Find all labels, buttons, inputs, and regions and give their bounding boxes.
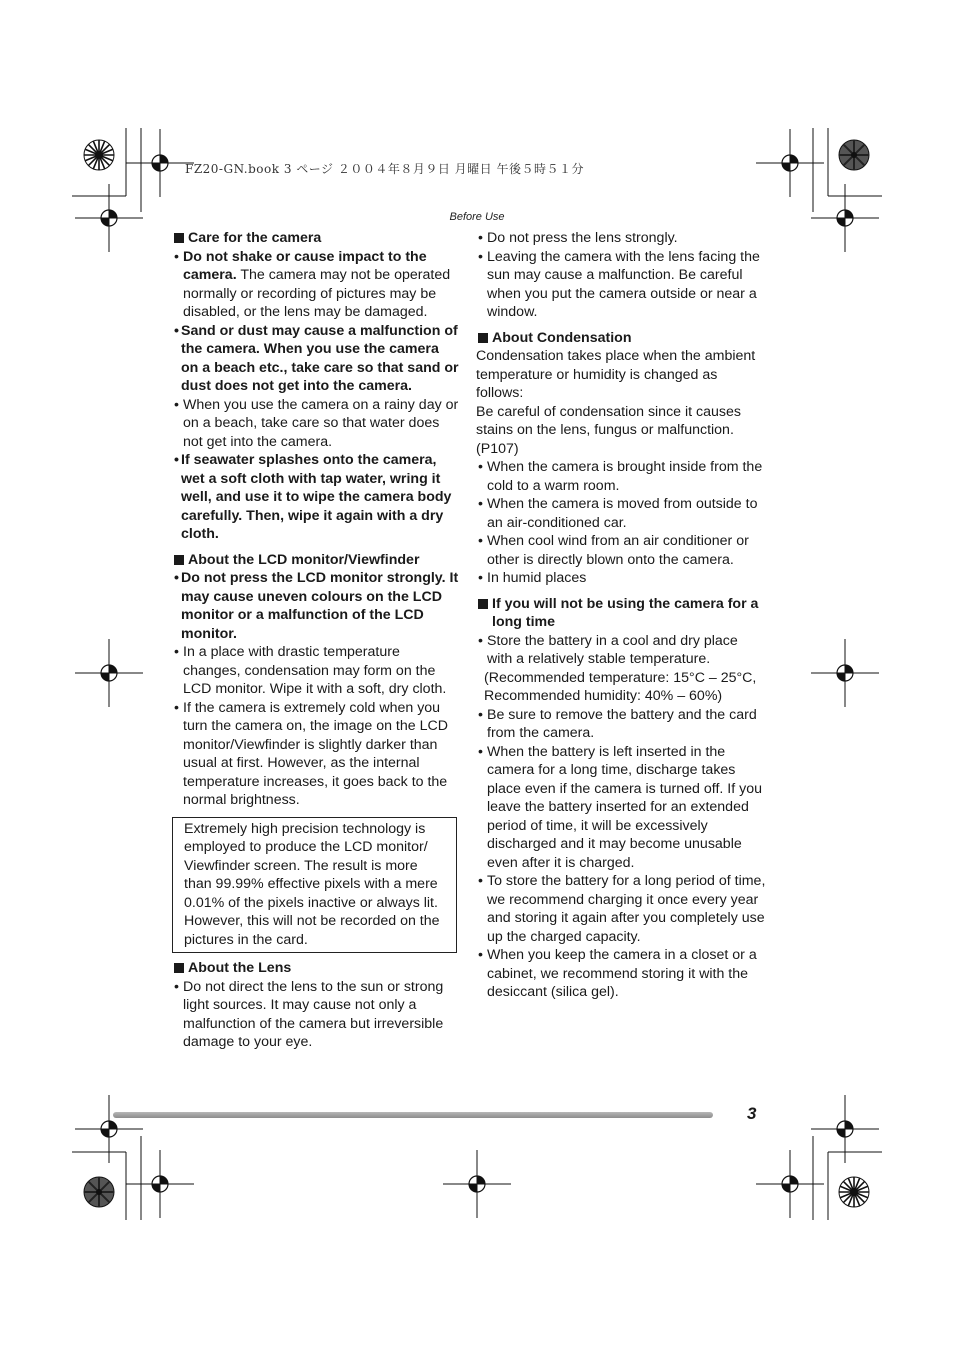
list-item: • When the battery is left inserted in the camera for a long time, discharge takes place even if the camera is turned off. If you leave the battery inserted for an extended period of time, it will be excessively discharged and it may become unusable even after it is charged.: [478, 743, 762, 871]
list-item: • Store the battery in a cool and dry place with a relatively stable temperature.: [478, 632, 738, 667]
heading-about-condensation: About Condensation: [476, 329, 766, 348]
list-item: • In a place with drastic temperature changes, condensation may form on the LCD monitor. Wipe it with a soft, dry cloth.: [174, 644, 447, 697]
list-item: • To store the battery for a long period of time, we recommend charging it once every year and storing it again after you completely use up the charged capacity.: [478, 873, 766, 945]
heading-lcd-monitor: About the LCD monitor/Viewfinder: [172, 551, 460, 570]
page-number: 3: [747, 1104, 757, 1123]
list-item: • Do not shake or cause impact to the camera. The camera may not be operated normally or recording of pictures may be disabled, or the lens may be damaged.: [174, 248, 451, 320]
list-item: • Do not press the LCD monitor strongly. It may cause uneven colours on the LCD monitor or a malfunction of the LCD monitor.: [174, 570, 459, 642]
list-item: • Be sure to remove the battery and the card from the camera.: [478, 706, 757, 741]
print-header: FZ20-GN.book 3 ページ ２００４年８月９日 月曜日 午後５時５１分: [185, 162, 584, 176]
list-item: • Sand or dust may cause a malfunction of the camera. When you use the camera on a beach etc., take care so that sand or dust does not get into the camera.: [174, 322, 459, 394]
list-item: • If the camera is extremely cold when you turn the camera on, the image on the LCD monitor/Viewfinder is slightly darker than usual at first. However, as the internal temperature increases, it goes back to the normal brightness.: [174, 699, 448, 808]
heading-long-term-storage: If you will not be using the camera for a long time: [476, 595, 766, 632]
list-item: • If seawater splashes onto the camera, wet a soft cloth with tap water, wring it well, and use it to wipe the camera body carefully. Then, wipe it again with a dry cloth.: [174, 452, 452, 542]
lcd-note-box: Extremely high precision technology is employed to produce the LCD monitor/ Viewfinder screen. The result is more than 99.99% effective pixels with a mere 0.01% of the pixels inactive or always lit. However, this will not be recorded on the pictures in the card.: [172, 817, 457, 954]
right-column: [476, 229, 766, 1002]
heading-care-for-camera: Care for the camera: [172, 229, 460, 248]
condensation-paragraph: Condensation takes place when the ambient temperature or humidity is changed as follows:: [476, 348, 756, 401]
left-column: [172, 229, 460, 1052]
heading-about-lens: About the Lens: [172, 959, 460, 978]
list-item: • When you use the camera on a rainy day or on a beach, take care so that water does not get into the camera.: [174, 396, 459, 450]
list-item: • When the camera is brought inside from the cold to a warm room.: [478, 459, 763, 494]
footer-rule: [113, 1112, 713, 1118]
section-label: Before Use: [449, 211, 505, 223]
list-item: • In humid places: [478, 570, 587, 586]
list-item: • Do not press the lens strongly.: [478, 230, 678, 246]
storage-note: (Recommended temperature: 15°C – 25°C, Recommended humidity: 40% – 60%): [484, 669, 757, 704]
list-item: • Leaving the camera with the lens facing the sun may cause a malfunction. Be careful when you put the camera outside or near a window.: [478, 248, 760, 320]
list-item: • Do not direct the lens to the sun or strong light sources. It may cause not only a malfunction of the camera but irreversible damage to your eye.: [174, 978, 444, 1050]
list-item: • When you keep the camera in a closet or a cabinet, we recommend storing it with the desiccant (silica gel).: [478, 947, 757, 1000]
condensation-paragraph: Be careful of condensation since it causes stains on the lens, fungus or malfunction. (P107): [476, 403, 741, 457]
list-item: • When the camera is moved from outside to an air-conditioned car.: [478, 496, 758, 531]
list-item: • When cool wind from an air conditioner or other is directly blown onto the camera.: [478, 533, 749, 568]
